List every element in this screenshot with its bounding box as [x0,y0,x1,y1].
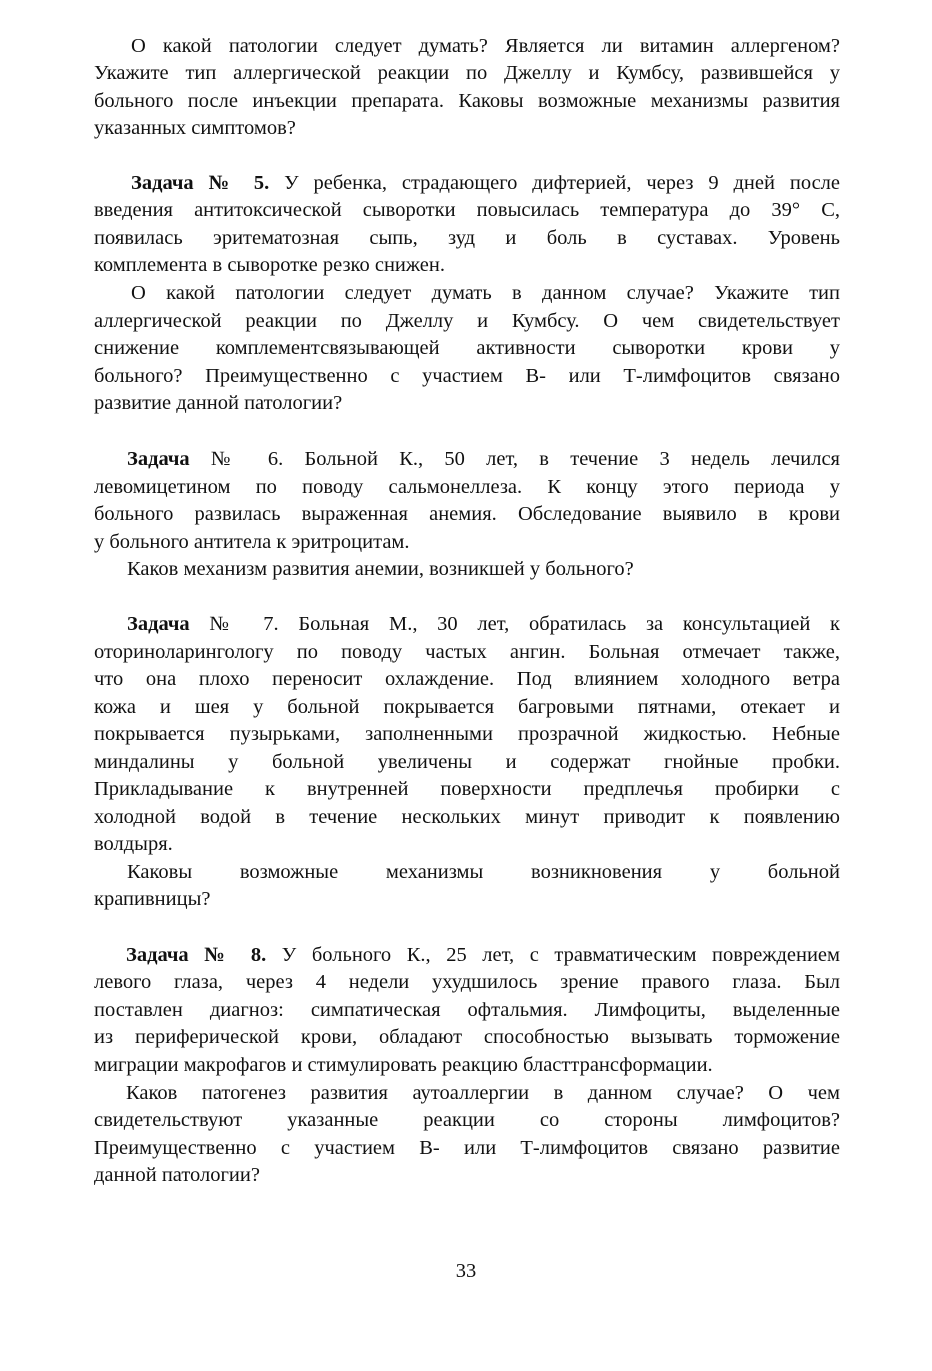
task8-question: Каков патогенез развития аутоаллергии в данном случае? О чем [126,1082,840,1104]
task6-text: № 6. Больной К., 50 лет, в течение 3 недель лечился [189,448,840,470]
task7-line: волдыря. [94,833,173,855]
intro-line: больного после инъекции препарата. Каковы возможные механизмы развития [94,90,840,112]
task6-line: левомицетином по поводу сальмонеллеза. К концу этого периода у [94,476,840,498]
task8-line: миграции макрофагов и стимулировать реакцию бласттрансформации. [94,1054,713,1076]
task5-line: комплемента в сыворотке резко снижен. [94,254,445,276]
task7-line: оториноларингологу по поводу частых ангин. Больная отмечает также, [94,641,840,663]
intro-line: Укажите тип аллергической реакции по Джеллу и Кумбсу, развившейся у [94,62,840,84]
task8-line: левого глаза, через 4 недели ухудшилось зрение правого глаза. Был [94,971,840,993]
task7-question: Каковы возможные механизмы возникновения у больной [127,861,840,883]
task7-question: крапивницы? [94,888,211,910]
task8-first-line [126,942,840,969]
task5-question: снижение комплементсвязывающей активности сыворотки крови у [94,337,840,359]
task5-question: развитие данной патологии? [94,392,343,414]
task7-line: покрывается пузырьками, заполненными прозрачной жидкостью. Небные [94,723,840,745]
task6-line: больного развилась выраженная анемия. Обследование выявило в крови [94,503,840,525]
task5-first-line [131,170,840,197]
task7-heading: Задача [127,613,190,635]
task7-line: Прикладывание к внутренней поверхности предплечья пробирки с [94,778,840,800]
task5-line: появилась эритематозная сыпь, зуд и боль в суставах. Уровень [94,227,840,249]
task5-question: аллергической реакции по Джеллу и Кумбсу. О чем свидетельствует [94,310,840,332]
task8-question: данной патологии? [94,1164,260,1186]
task8-line: поставлен диагноз: симпатическая офтальмия. Лимфоциты, выделенные [94,999,840,1021]
page-number: 33 [455,1260,477,1282]
task8-heading: Задача № 8. [126,944,267,966]
task8-line: из периферической крови, обладают способностью вызывать торможение [94,1026,840,1048]
task6-question: Каков механизм развития анемии, возникшей у больного? [127,558,634,580]
task7-line: миндалины у больной увеличены и содержат гнойные пробки. [94,751,840,773]
task5-text: У ребенка, страдающего дифтерией, через 9 дней после [269,172,841,194]
task8-text: У больного К., 25 лет, с травматическим повреждением [266,944,841,966]
task8-question: Преимущественно с участием В- или Т-лимфоцитов связано развитие [94,1137,840,1159]
task7-line: холодной водой в течение нескольких минут приводит к появлению [94,806,840,828]
task7-text: № 7. Больная М., 30 лет, обратилась за консультацией к [189,613,840,635]
task5-question: О какой патологии следует думать в данном случае? Укажите тип [131,282,840,304]
task7-line: кожа и шея у больной покрывается багровыми пятнами, отекает и [94,696,840,718]
task6-heading: Задача [127,448,190,470]
task5-question: больного? Преимущественно с участием В- или Т-лимфоцитов связано [94,365,840,387]
task5-heading: Задача № 5. [131,172,270,194]
intro-line: О какой патологии следует думать? Является ли витамин аллергеном? [131,35,840,57]
task6-line: у больного антитела к эритроцитам. [94,531,410,553]
task7-first-line [127,611,840,638]
intro-line: указанных симптомов? [94,117,296,139]
task7-line: что она плохо переносит охлаждение. Под влиянием холодного ветра [94,668,840,690]
task8-question: свидетельствуют указанные реакции со стороны лимфоцитов? [94,1109,840,1131]
task5-line: введения антитоксической сыворотки повысилась температура до 39° С, [94,199,840,221]
task6-first-line [127,446,840,473]
